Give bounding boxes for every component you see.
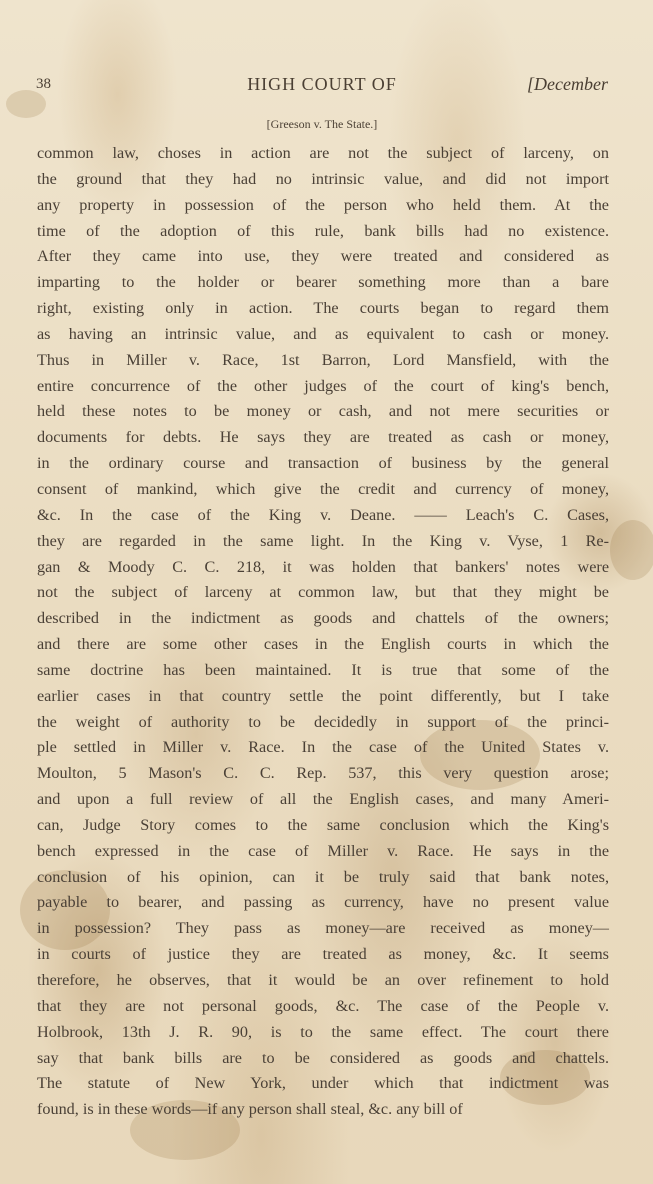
running-month: [December (527, 74, 608, 94)
page-header (36, 74, 608, 98)
text-line: in the ordinary course and transaction of business by the general (37, 454, 609, 473)
text-line: the ground that they had no intrinsic value, and did not import (37, 169, 609, 188)
text-line: common law, choses in action are not the subject of larceny, on (37, 144, 609, 162)
text-line: conclusion of his opinion, can it be truly said that bank notes, (37, 867, 609, 886)
text-line: and upon a full review of all the English cases, and many Ameri- (37, 790, 609, 809)
text-line: bench expressed in the case of Miller v. Race. He says in the (37, 841, 609, 860)
text-line: any property in possession of the person who held them. At the (37, 195, 609, 214)
text-line: described in the indictment as goods and chattels of the owners; (37, 609, 609, 628)
text-line: say that bank bills are to be considered as goods and chattels. (37, 1048, 609, 1067)
text-line: they are regarded in the same light. In the King v. Vyse, 1 Re- (37, 531, 609, 550)
text-line: same doctrine has been maintained. It is true that some of the (37, 660, 609, 679)
text-line: payable to bearer, and passing as currency, have no present value (37, 893, 609, 912)
text-line: documents for debts. He says they are treated as cash or money, (37, 428, 609, 447)
text-line: right, existing only in action. The courts began to regard them (37, 299, 609, 318)
body-text (37, 141, 609, 1123)
text-line: After they came into use, they were treated and considered as (37, 247, 609, 266)
text-line: that they are not personal goods, &c. The case of the People v. (37, 996, 609, 1015)
text-line: The statute of New York, under which that indictment was (37, 1074, 609, 1093)
text-line: held these notes to be money or cash, and not mere securities or (37, 402, 609, 421)
running-title: HIGH COURT OF (247, 74, 397, 94)
text-line: entire concurrence of the other judges of the court of king's bench, (37, 376, 609, 395)
text-line: ple settled in Miller v. Race. In the case of the United States v. (37, 738, 609, 757)
text-line: in possession? They pass as money—are received as money— (37, 919, 609, 938)
text-line: as having an intrinsic value, and as equivalent to cash or money. (37, 324, 609, 343)
water-stain (610, 520, 653, 580)
text-line: the weight of authority to be decidedly in support of the princi- (37, 712, 609, 731)
text-line: and there are some other cases in the English courts in which the (37, 635, 609, 654)
text-line: Thus in Miller v. Race, 1st Barron, Lord Mansfield, with the (37, 350, 609, 369)
text-line: Moulton, 5 Mason's C. C. Rep. 537, this very question arose; (37, 764, 609, 783)
text-line: imparting to the holder or bearer something more than a bare (37, 273, 609, 292)
case-title: [Greeson v. The State.] (266, 117, 378, 131)
text-line: Holbrook, 13th J. R. 90, is to the same effect. The court there (37, 1022, 609, 1041)
text-line: gan & Moody C. C. 218, it was holden that bankers' notes were (37, 557, 609, 576)
text-line: found, is in these words—if any person shall steal, &c. any bill of (37, 1100, 463, 1119)
text-line: time of the adoption of this rule, bank bills had no existence. (37, 221, 609, 240)
page-number: 38 (36, 76, 51, 92)
text-line: &c. In the case of the King v. Deane. —— Leach's C. Cases, (37, 505, 609, 524)
text-line: consent of mankind, which give the credit and currency of money, (37, 479, 609, 498)
text-line: therefore, he observes, that it would be an over refinement to hold (37, 971, 609, 989)
text-line: not the subject of larceny at common law, but that they might be (37, 583, 609, 602)
text-line: earlier cases in that country settle the point differently, but I take (37, 686, 609, 705)
text-line: in courts of justice they are treated as money, &c. It seems (37, 945, 609, 964)
text-line: can, Judge Story comes to the same conclusion which the King's (37, 815, 609, 834)
